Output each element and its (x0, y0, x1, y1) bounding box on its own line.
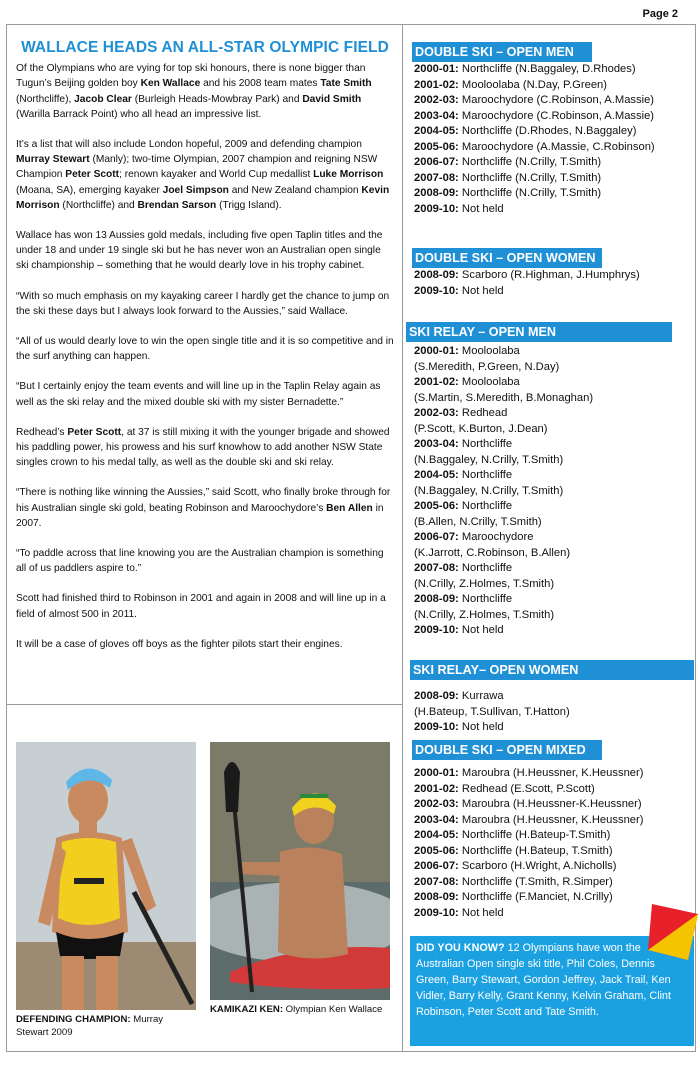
result-text: (N.Crilly, Z.Holmes, T.Smith) (414, 608, 555, 621)
article-paragraph (16, 289, 394, 319)
result-season: 2003-04: (414, 813, 459, 826)
result-row (414, 93, 689, 109)
result-row (414, 782, 689, 798)
section-heading-double-ski-open-mixed: DOUBLE SKI – OPEN MIXED (412, 740, 602, 760)
article-text: (Moana, SA), emerging kayaker (16, 184, 163, 196)
section-heading-ski-relay-open-men: SKI RELAY – OPEN MEN (406, 322, 672, 342)
caption-label: DEFENDING CHAMPION: (16, 1014, 131, 1025)
article-name-highlight: Peter Scott (67, 426, 122, 438)
result-text: Northcliffe (N.Crilly, T.Smith) (458, 187, 602, 199)
result-season: 2004-05: (414, 469, 459, 481)
result-season: 2009-10: (414, 624, 459, 636)
article-text: Wallace has won 13 Aussies gold medals, including five open Taplin titles and the under 18 and under 19 single ski but he has never won an Australian open single ski championship – something that he would dearly love in his trophy cabinet. (16, 230, 383, 272)
result-season: 2002-03: (414, 798, 459, 810)
result-season: 2009-10: (414, 284, 459, 297)
article-text: Redhead’s (16, 426, 68, 438)
did-you-know-text: 12 Olympians have won the Australian Open single ski title, Phil Coles, Dennis Green, Barry Stewart, Gordon Jeffrey, Jack Trail, Ken Vidler, Barry Kelly, Grant Kenny, Kelvin Graham, Clint Robinson, Peter Scott and Tate Smith. (416, 942, 672, 1018)
result-season: 2001-02: (414, 78, 459, 91)
article-photo-divider (6, 704, 403, 705)
result-row (414, 62, 689, 78)
article-text: (Warilla Barrack Point) who all head an impressive list. (16, 108, 262, 120)
result-row (414, 577, 689, 593)
result-text: Maroubra (H.Heussner, K.Heussner) (458, 767, 644, 779)
section-heading-ski-relay-open-women: SKI RELAY– OPEN WOMEN (410, 660, 694, 680)
article-paragraph (16, 228, 394, 274)
result-season: 2004-05: (414, 829, 459, 841)
result-season: 2003-04: (414, 438, 459, 450)
result-season: 2008-09: (414, 187, 459, 199)
results-list-double-ski-open-men (414, 62, 689, 217)
result-text: Not held (458, 284, 504, 297)
result-row (414, 530, 689, 546)
result-row (414, 797, 689, 813)
result-text: Northcliffe (N.Crilly, T.Smith) (458, 171, 602, 184)
result-row (414, 720, 689, 736)
result-text: Not held (458, 202, 504, 215)
result-text: Not held (458, 624, 504, 636)
result-text: Northcliffe (H.Bateup-T.Smith) (458, 829, 611, 841)
result-row (414, 186, 689, 202)
article-name-highlight: David Smith (302, 93, 362, 105)
article-text: ; renown kayaker and World Cup medallist (119, 169, 314, 181)
result-row (414, 202, 689, 218)
result-season: 2004-05: (414, 125, 459, 137)
result-text: Maroochydore (C.Robinson, A.Massie) (458, 109, 655, 122)
result-season: 2006-07: (414, 860, 459, 872)
result-season: 2007-08: (414, 875, 459, 888)
result-row (414, 406, 689, 422)
result-row (414, 155, 689, 171)
result-text: Maroubra (H.Heussner-K.Heussner) (458, 798, 642, 810)
result-row (414, 268, 689, 284)
page-number: Page 2 (642, 8, 678, 20)
article-body (16, 61, 394, 652)
result-row (414, 515, 689, 531)
result-text: (S.Martin, S.Meredith, B.Monaghan) (414, 391, 594, 404)
result-row (414, 546, 689, 562)
article-name-highlight: Tate Smith (320, 78, 372, 90)
result-text: Northcliffe (458, 500, 513, 512)
result-text: (N.Baggaley, N.Crilly, T.Smith) (414, 453, 564, 466)
result-text: Mooloolaba (N.Day, P.Green) (458, 78, 607, 91)
result-text: Northcliffe (458, 469, 513, 481)
article-text: (Manly); two-time Olympian, 2007 champion and reigning NSW Champion (16, 154, 378, 181)
caption-label: KAMIKAZI KEN: (210, 1004, 284, 1015)
photo-kamikazi-ken-caption (210, 1003, 390, 1016)
article-name-highlight: Brendan Sarson (137, 199, 217, 211)
result-text: Scarboro (R.Highman, J.Humphrys) (458, 269, 640, 281)
result-text: (H.Bateup, T.Sullivan, T.Hatton) (414, 705, 570, 718)
result-text: Kurrawa (458, 690, 504, 702)
result-row (414, 592, 689, 608)
result-season: 2001-02: (414, 782, 459, 795)
result-text: Maroubra (H.Heussner, K.Heussner) (458, 813, 644, 826)
article-name-highlight: Kevin Morrison (16, 184, 390, 211)
result-row (414, 705, 689, 721)
article-text: and his 2008 team mates (200, 78, 321, 90)
result-season: 2002-03: (414, 407, 459, 419)
result-row (414, 561, 689, 577)
result-row (414, 375, 689, 391)
result-row (414, 608, 689, 624)
article-name-highlight: Joel Simpson (162, 184, 229, 196)
result-text: Northcliffe (N.Crilly, T.Smith) (458, 156, 602, 168)
article-text: , at 37 is still mixing it with the younger brigade and showed his paddling power, his prowess and his surf knowhow to add another NSW State singles crown to his medal tally, as well as the double ski and ski relay. (16, 426, 390, 469)
result-text: Redhead (458, 407, 508, 419)
result-text: (N.Baggaley, N.Crilly, T.Smith) (414, 484, 564, 497)
article-name-highlight: Luke Morrison (313, 169, 384, 181)
results-list-ski-relay-open-men (414, 344, 689, 639)
result-text: Northcliffe (F.Manciet, N.Crilly) (458, 891, 613, 903)
result-text: Scarboro (H.Wright, A.Nicholls) (458, 860, 617, 872)
result-row (414, 109, 689, 125)
caption-text: Murray Stewart 2009 (16, 1014, 164, 1038)
article-text: “There is nothing like winning the Aussies,” said Scott, who finally broke through for his Australian single ski gold, beating Robinson and Maroochydore’s (16, 487, 391, 514)
article-text: “All of us would dearly love to win the open single title and it is so competitive and in the surf anything can happen. (16, 336, 394, 363)
article-text: (Northcliffe), (16, 93, 75, 105)
result-text: Maroochydore (458, 531, 534, 543)
result-text: Mooloolaba (458, 345, 520, 357)
result-row (414, 422, 689, 438)
result-row (414, 391, 689, 407)
result-row (414, 623, 689, 639)
result-season: 2005-06: (414, 140, 459, 153)
photo-kamikazi-ken (210, 742, 390, 1000)
swimmer-illustration (16, 742, 196, 1010)
result-season: 2008-09: (414, 690, 459, 702)
article-text: Of the Olympians who are vying for top ski honours, there is none bigger than Tugun’s Beijing golden boy (16, 63, 366, 90)
article-text: It’s a list that will also include London hopeful, 2009 and defending champion (16, 139, 362, 151)
result-text: (P.Scott, K.Burton, J.Dean) (414, 422, 548, 435)
result-season: 2000-01: (414, 63, 459, 75)
paddler-illustration (210, 742, 390, 1000)
article-text: “With so much emphasis on my kayaking career I hardly get the chance to jump on the ski these days but I always look forward to the Aussies,” said Wallace. (16, 290, 390, 317)
result-row (414, 689, 689, 705)
result-text: Northcliffe (D.Rhodes, N.Baggaley) (458, 125, 637, 137)
result-text: Not held (458, 721, 504, 733)
article-text: (Burleigh Heads-Mowbray Park) and (131, 93, 303, 105)
result-season: 2001-02: (414, 376, 459, 388)
result-row (414, 437, 689, 453)
result-text: Northcliffe (458, 562, 513, 574)
article-paragraph (16, 379, 394, 409)
result-text: Northcliffe (N.Baggaley, D.Rhodes) (458, 63, 636, 75)
result-text: Mooloolaba (458, 376, 520, 388)
result-season: 2008-09: (414, 891, 459, 903)
result-row (414, 140, 689, 156)
article-paragraph (16, 546, 394, 576)
article-text: (Trigg Island). (216, 199, 282, 211)
photo-defending-champion-caption (16, 1013, 196, 1039)
result-row (414, 499, 689, 515)
result-row (414, 284, 689, 300)
result-text: Northcliffe (458, 438, 513, 450)
result-text: (K.Jarrott, C.Robinson, B.Allen) (414, 546, 571, 559)
article-name-highlight: Ken Wallace (140, 78, 201, 90)
article-paragraph (16, 137, 394, 213)
result-text: Northcliffe (H.Bateup, T.Smith) (458, 844, 613, 857)
result-row (414, 171, 689, 187)
result-row (414, 344, 689, 360)
result-row (414, 78, 689, 94)
result-text: (S.Meredith, P.Green, N.Day) (414, 360, 560, 373)
article-name-highlight: Murray Stewart (16, 154, 90, 166)
result-season: 2005-06: (414, 844, 459, 857)
article-name-highlight: Jacob Clear (74, 93, 132, 105)
results-list-ski-relay-open-women (414, 689, 689, 736)
article-text: (Northcliffe) and (59, 199, 138, 211)
result-text: (N.Crilly, Z.Holmes, T.Smith) (414, 577, 555, 590)
article-name-highlight: Peter Scott (65, 169, 120, 181)
results-list-double-ski-open-women (414, 268, 689, 299)
result-season: 2009-10: (414, 202, 459, 215)
article-paragraph (16, 485, 394, 531)
result-season: 2008-09: (414, 593, 459, 605)
result-row (414, 813, 689, 829)
result-season: 2008-09: (414, 269, 459, 281)
results-list-double-ski-open-mixed (414, 766, 689, 921)
article-paragraph (16, 591, 394, 621)
caption-text: Olympian Ken Wallace (283, 1004, 383, 1015)
result-season: 2000-01: (414, 345, 459, 357)
result-text: (B.Allen, N.Crilly, T.Smith) (414, 515, 542, 528)
section-heading-double-ski-open-men: DOUBLE SKI – OPEN MEN (412, 42, 592, 62)
result-text: Maroochydore (C.Robinson, A.Massie) (458, 94, 655, 106)
article-text: “But I certainly enjoy the team events and will line up in the Taplin Relay again as well as the ski relay and the mixed double ski with my sister Bernadette.” (16, 381, 381, 408)
result-season: 2006-07: (414, 156, 459, 168)
article-text: It will be a case of gloves off boys as the fighter pilots start their engines. (16, 638, 343, 650)
result-season: 2009-10: (414, 721, 459, 733)
result-row (414, 859, 689, 875)
column-divider (402, 24, 403, 1052)
result-season: 2005-06: (414, 500, 459, 512)
result-season: 2007-08: (414, 562, 459, 574)
article-text: in 2007. (16, 502, 384, 529)
result-row (414, 468, 689, 484)
result-row (414, 875, 689, 891)
article (16, 40, 394, 667)
result-text: Not held (458, 906, 504, 919)
result-season: 2007-08: (414, 171, 459, 184)
article-paragraph (16, 61, 394, 122)
result-text: Maroochydore (A.Massie, C.Robinson) (458, 140, 655, 153)
result-text: Redhead (E.Scott, P.Scott) (458, 782, 595, 795)
result-row (414, 844, 689, 860)
result-season: 2000-01: (414, 767, 459, 779)
result-season: 2006-07: (414, 531, 459, 543)
photo-defending-champion (16, 742, 196, 1010)
result-row (414, 453, 689, 469)
article-paragraph (16, 334, 394, 364)
result-row (414, 484, 689, 500)
result-text: Northcliffe (T.Smith, R.Simper) (458, 875, 613, 888)
article-paragraph (16, 425, 394, 471)
did-you-know-label: DID YOU KNOW? (416, 942, 505, 954)
result-row (414, 766, 689, 782)
result-season: 2003-04: (414, 109, 459, 122)
result-season: 2009-10: (414, 906, 459, 919)
result-row (414, 124, 689, 140)
article-text: and New Zealand champion (228, 184, 362, 196)
result-text: Northcliffe (458, 593, 513, 605)
article-title: WALLACE HEADS AN ALL-STAR OLYMPIC FIELD (21, 39, 389, 56)
article-text: “To paddle across that line knowing you are the Australian champion is something all of us paddlers aspire to.” (16, 548, 384, 575)
surf-flag-icon (648, 900, 700, 964)
result-row (414, 360, 689, 376)
article-text: Scott had finished third to Robinson in 2001 and again in 2008 and will line up in a field of almost 500 in 2011. (16, 593, 386, 620)
article-paragraph (16, 637, 394, 652)
article-name-highlight: Ben Allen (326, 502, 373, 514)
result-row (414, 828, 689, 844)
section-heading-double-ski-open-women: DOUBLE SKI – OPEN WOMEN (412, 248, 602, 268)
result-season: 2002-03: (414, 94, 459, 106)
